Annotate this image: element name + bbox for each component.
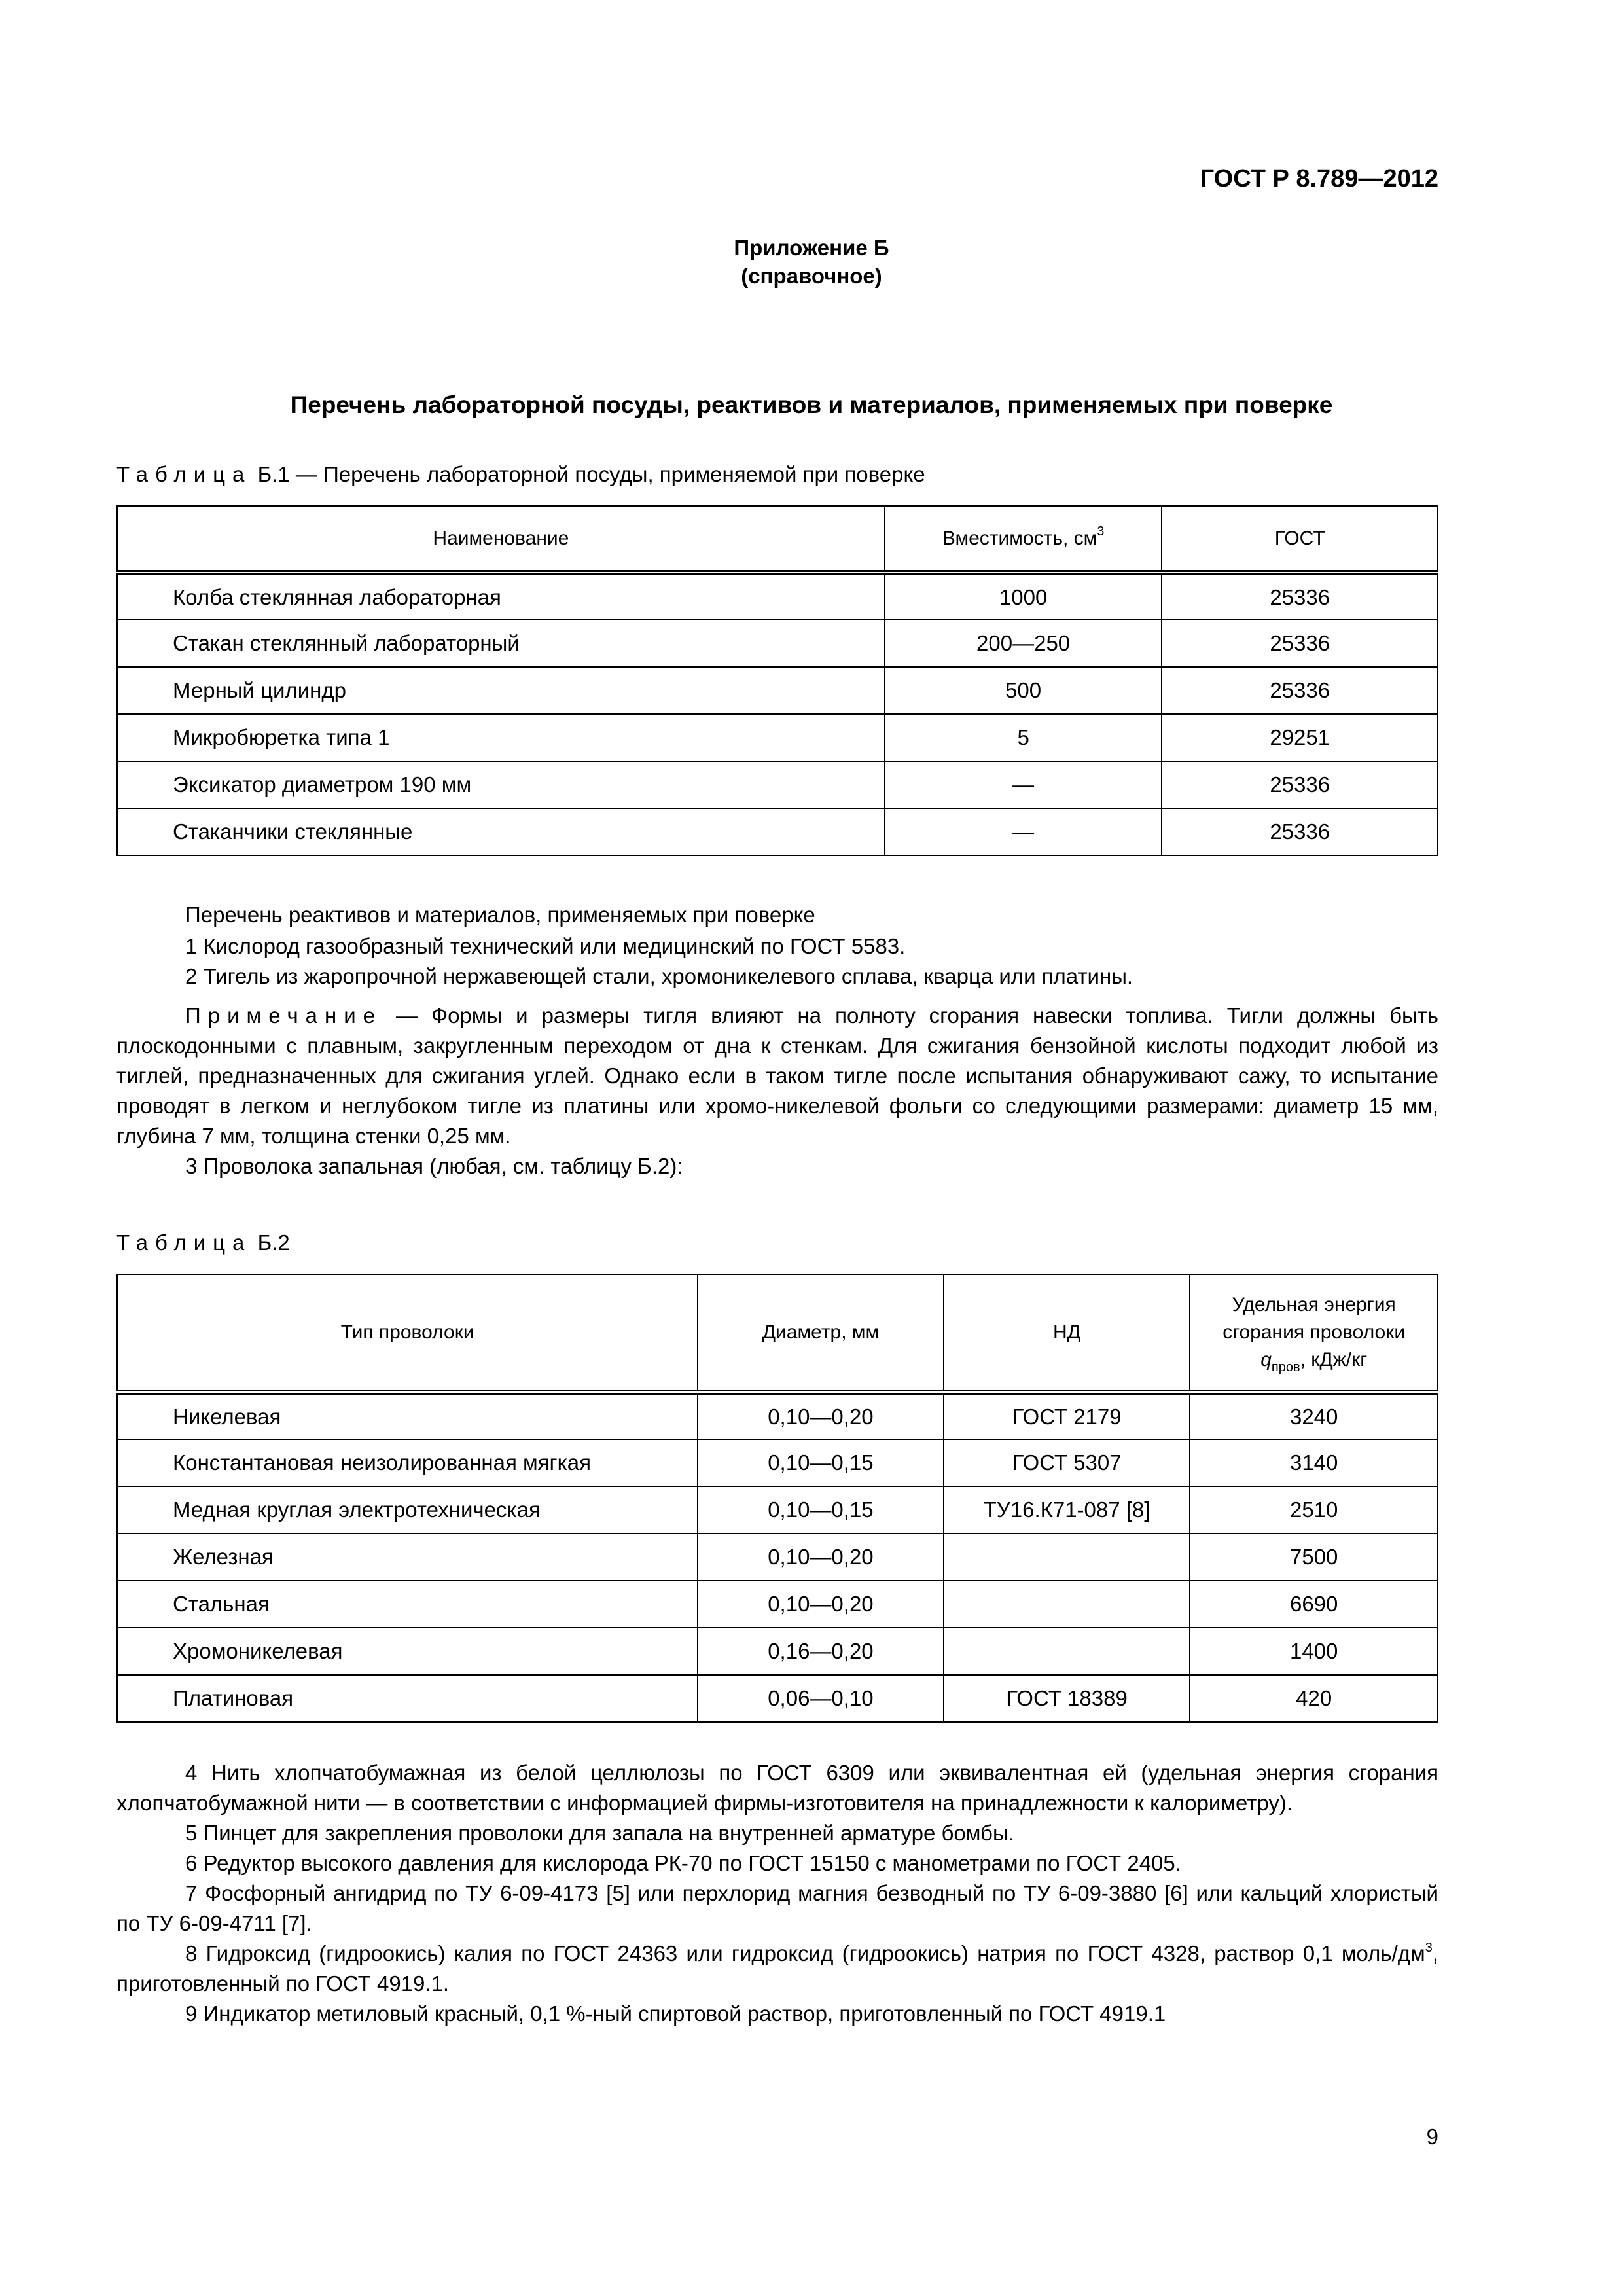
cell-type: Железная [117,1534,698,1581]
cell-diameter: 0,10—0,20 [698,1534,944,1581]
table-row [117,573,1438,620]
energy-unit: , кДж/кг [1300,1348,1368,1371]
cell-nd [944,1628,1190,1675]
table2-caption [116,1230,290,1255]
cell-gost: 25336 [1162,667,1438,714]
cell-energy: 7500 [1190,1534,1438,1581]
cell-type: Хромоникелевая [117,1628,698,1675]
table1-header-gost: ГОСТ [1162,506,1438,573]
list-intro: Перечень реактивов и материалов, применяемых при поверке [185,903,815,927]
list-item-7: 7 Фосфорный ангидрид по ТУ 6-09-4173 [5] или перхлорид магния безводный по ТУ 6-09-3880 [6] или кальций хлористый по ТУ 6-09-4711 [7]. [116,1881,1438,1935]
list-item-3: 3 Проволока запальная (любая, см. таблицу Б.2): [185,1154,683,1178]
cell-name: Стакан стеклянный лабораторный [117,620,885,667]
cell-capacity: 500 [885,667,1162,714]
cell-diameter: 0,10—0,15 [698,1439,944,1486]
table1-caption [116,462,925,487]
list-item-1: 1 Кислород газообразный технический или медицинский по ГОСТ 5583. [185,934,906,958]
cell-type: Стальная [117,1581,698,1628]
table1-header-capacity-sup: 3 [1097,524,1105,539]
cell-nd: ГОСТ 2179 [944,1392,1190,1439]
cell-gost: 25336 [1162,761,1438,808]
table-row [117,1581,1438,1628]
energy-symbol: q [1260,1348,1272,1371]
table-b2 [116,1274,1438,1723]
cell-name: Стаканчики стеклянные [117,808,885,855]
cell-nd: ГОСТ 18389 [944,1675,1190,1722]
table2-header-row [117,1274,1438,1392]
page-number: 9 [1426,2125,1438,2149]
list-item-8-sup: 3 [1425,1941,1433,1955]
cell-capacity: 5 [885,714,1162,761]
cell-diameter: 0,10—0,20 [698,1392,944,1439]
table1-caption-text: Б.1 — Перечень лабораторной посуды, применяемой при поверке [257,462,925,486]
table-row [117,1486,1438,1534]
table-row [117,1392,1438,1439]
cell-capacity: — [885,808,1162,855]
table2-caption-text: Б.2 [257,1230,290,1255]
list-item-4: 4 Нить хлопчатобумажная из белой целлюлозы по ГОСТ 6309 или эквивалентная ей (удельная энергия сгорания хлопчатобумажной нити — в соответствии с информацией фирмы-изготовителя на принадлежности к калориметру). [116,1761,1438,1815]
document-code: ГОСТ Р 8.789—2012 [1200,165,1438,192]
section-title: Перечень лабораторной посуды, реактивов и материалов, применяемых при поверке [290,391,1333,418]
table-row [117,808,1438,855]
note [116,1001,1438,1151]
reagents-list-continued [116,1758,1438,2029]
note-text: — Формы и размеры тигля влияют на полноту сгорания навески топлива. Тигли должны быть плоскодонными с плавным, закругленным переходом от дна к стенкам. Для сжигания бензойной кислоты подходит любой из тиглей, предназначенных для сжигания углей. Однако если в таком тигле после испытания обнаруживают сажу, то испытание проводят в легком и неглубоком тигле из платины или хромо-никелевой фольги со следующими размерами: диаметр 15 мм, глубина 7 мм, толщина стенки 0,25 мм. [116,1003,1438,1148]
table2-header-nd: НД [944,1274,1190,1392]
table-row [117,1628,1438,1675]
table-row [117,1439,1438,1486]
cell-energy: 2510 [1190,1486,1438,1534]
cell-energy: 3140 [1190,1439,1438,1486]
energy-header-line1: Удельная энергия [1232,1293,1396,1316]
cell-energy: 1400 [1190,1628,1438,1675]
table-row [117,667,1438,714]
energy-header-line3 [1190,1346,1437,1374]
table2-header-energy [1190,1274,1438,1392]
cell-name: Мерный цилиндр [117,667,885,714]
table-row [117,1534,1438,1581]
cell-name: Колба стеклянная лабораторная [117,573,885,620]
list-item-9: 9 Индикатор метиловый красный, 0,1 %-ный спиртовой раствор, приготовленный по ГОСТ 4919.1 [185,2001,1166,2026]
cell-capacity: — [885,761,1162,808]
table1-header-name: Наименование [117,506,885,573]
cell-diameter: 0,16—0,20 [698,1628,944,1675]
table1-header-capacity-text: Вместимость, см [942,527,1097,549]
table1-header-row [117,506,1438,573]
table-b1 [116,505,1438,856]
cell-nd: ГОСТ 5307 [944,1439,1190,1486]
list-item-2: 2 Тигель из жаропрочной нержавеющей стали, хромоникелевого сплава, кварца или платины. [185,964,1133,988]
table1-caption-word: Таблица [116,462,252,486]
cell-type: Никелевая [117,1392,698,1439]
cell-gost: 25336 [1162,808,1438,855]
cell-type: Медная круглая электротехническая [117,1486,698,1534]
cell-type: Константановая неизолированная мягкая [117,1439,698,1486]
appendix-title: Приложение Б [734,236,889,260]
table-row [117,1675,1438,1722]
energy-symbol-sub: пров [1271,1359,1300,1374]
table2-caption-word: Таблица [116,1230,252,1255]
cell-diameter: 0,10—0,20 [698,1581,944,1628]
reagents-list [116,900,1438,1181]
cell-energy: 420 [1190,1675,1438,1722]
cell-energy: 6690 [1190,1581,1438,1628]
cell-gost: 25336 [1162,573,1438,620]
energy-header-line2: сгорания проволоки [1222,1321,1406,1343]
cell-nd [944,1581,1190,1628]
cell-capacity: 200—250 [885,620,1162,667]
list-item-6: 6 Редуктор высокого давления для кислорода РК-70 по ГОСТ 15150 с манометрами по ГОСТ 2405. [185,1851,1181,1875]
cell-diameter: 0,06—0,10 [698,1675,944,1722]
cell-energy: 3240 [1190,1392,1438,1439]
cell-name: Микробюретка типа 1 [117,714,885,761]
table-row [117,761,1438,808]
cell-nd [944,1534,1190,1581]
table2-header-diameter: Диаметр, мм [698,1274,944,1392]
cell-type: Платиновая [117,1675,698,1722]
table1-header-capacity [885,506,1162,573]
list-item-8 [116,1939,1438,1999]
list-item-8-text: 8 Гидроксид (гидроокись) калия по ГОСТ 24363 или гидроксид (гидроокись) натрия по ГОСТ 4328, раствор 0,1 моль/дм [185,1941,1425,1965]
cell-nd: ТУ16.К71-087 [8] [944,1486,1190,1534]
list-item-8-tail: , приготовленный по ГОСТ 4919.1. [116,1941,1438,1996]
cell-capacity: 1000 [885,573,1162,620]
list-item-5: 5 Пинцет для закрепления проволоки для запала на внутренней арматуре бомбы. [185,1821,1014,1845]
cell-diameter: 0,10—0,15 [698,1486,944,1534]
table2-header-type: Тип проволоки [117,1274,698,1392]
cell-gost: 25336 [1162,620,1438,667]
cell-gost: 29251 [1162,714,1438,761]
table-row [117,620,1438,667]
cell-name: Эксикатор диаметром 190 мм [117,761,885,808]
note-word: Примечание [185,1003,383,1028]
table-row [117,714,1438,761]
appendix-subtitle: (справочное) [741,264,882,288]
